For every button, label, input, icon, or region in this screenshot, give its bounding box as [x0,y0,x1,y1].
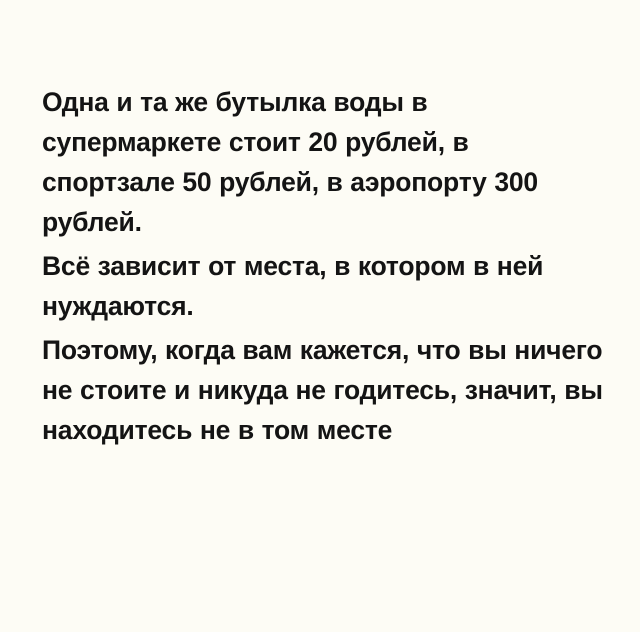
quote-paragraph-3: Поэтому, когда вам кажется, что вы ничего не стоите и никуда не годитесь, значит, вы находитесь не в том месте [42,335,603,445]
quote-paragraph-1: Одна и та же бутылка воды в супермаркете стоит 20 рублей, в спортзале 50 рублей, в аэропорту 300 рублей. [42,87,538,237]
quote-paragraph-2: Всё зависит от места, в котором в ней нуждаются. [42,251,544,321]
quote-text-block [42,82,604,450]
